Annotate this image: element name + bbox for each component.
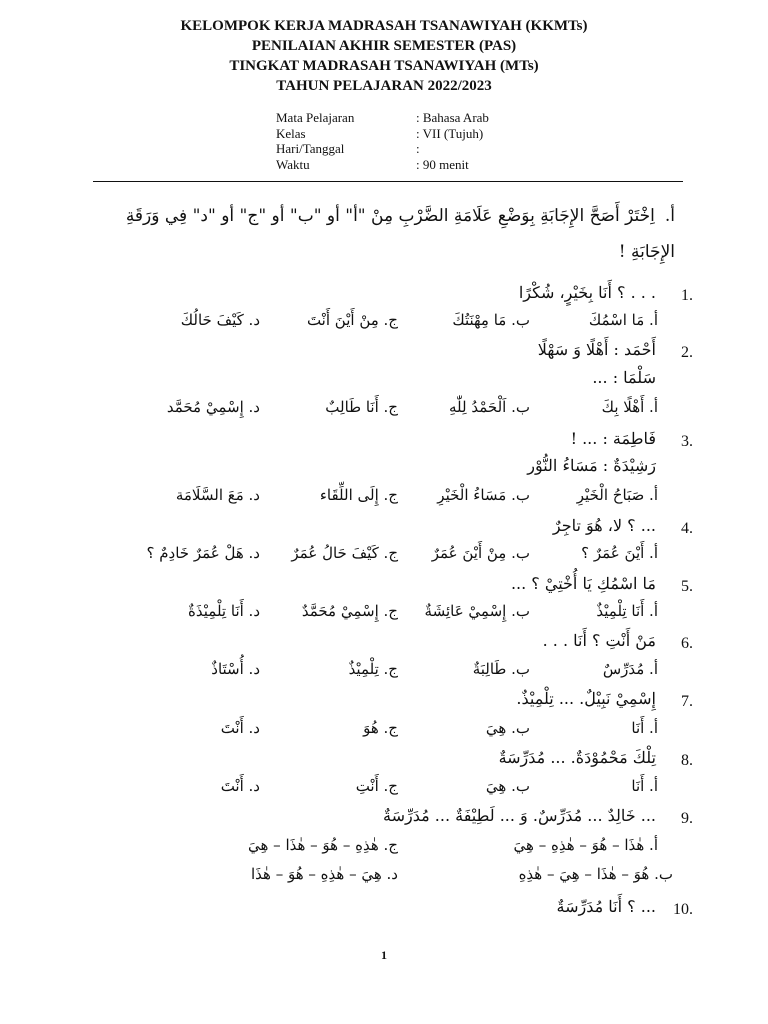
question-text: إِسْمِيْ نَبِيْلٌ. ... تِلْمِيْذٌ. [516,689,656,708]
option-b[interactable]: ب. مَا مِهْنَتُكَ [452,311,530,329]
header-line-1: KELOMPOK KERJA MADRASAH TSANAWIYAH (KKMTs) [180,18,588,34]
question-number: 4. [681,520,693,537]
option-b[interactable]: ب. طَالِبَةٌ [472,660,530,678]
option-d[interactable]: د. مَعَ السَّلَامَة [175,486,260,504]
option-d[interactable]: د. أَنَا تِلْمِيْذَةٌ [188,602,260,620]
option-c[interactable]: ج. كَيْفَ حَالُ عُمَرٌ [291,544,398,562]
option-c[interactable]: ج. أَنْتِ [355,777,398,795]
info-row-time [276,157,536,173]
option-a[interactable]: أ. أَيْنَ عُمَرٌ ؟ [581,544,658,562]
info-label: Hari/Tanggal [276,141,345,156]
info-row-subject [276,110,536,126]
option-d[interactable]: د. إِسْمِيْ مُحَمَّد [166,398,260,416]
question-text: . . . ؟ أَنَا بِخَيْرٍ، شُكْرًا [518,283,656,302]
option-b[interactable]: ب. هِيَ [485,777,530,795]
info-label: Waktu [276,156,310,172]
option-c[interactable]: ج. تِلْمِيْذٌ [348,660,398,678]
question-3 [0,429,768,455]
option-d[interactable]: د. هِيَ – هٰذِهِ – هُوَ – هٰذَا [251,865,398,883]
header-line-2: PENILAIAN AKHIR SEMESTER (PAS) [251,38,517,54]
question-number: 7. [681,693,693,710]
question-7 [0,689,768,715]
question-8 [0,748,768,774]
question-text: مَا اسْمُكِ يَا أُخْتِيْ ؟ ... [510,574,656,593]
info-value: : Bahasa Arab [416,110,489,125]
question-10 [0,897,768,923]
option-b[interactable]: ب. اَلْحَمْدُ لِلّٰهِ [449,398,530,416]
question-4 [0,516,768,542]
option-a[interactable]: أ. صَبَاحُ الْخَيْرِ [576,486,658,504]
question-1 [0,283,768,309]
question-text: تِلْكَ مَحْمُوْدَةٌ. ... مُدَرِّسَةٌ [498,748,656,767]
header-divider [93,181,683,182]
question-text: ... ؟ أَنَا مُدَرِّسَةٌ [556,897,656,916]
instruction-letter: أ. [664,206,675,226]
question-number: 9. [681,810,693,827]
info-row-date [276,141,536,157]
info-value: : VII (Tujuh) [416,125,484,141]
info-value: : [416,141,420,156]
option-c[interactable]: ج. إِلَى اللِّقَاء [319,486,398,504]
instruction-line-2: الإِجَابَةِ ! [618,242,675,262]
question-text: رَشِيْدَةٌ : مَسَاءُ النُّوْر [527,456,656,475]
question-6 [0,631,768,657]
question-number: 10. [673,901,693,918]
question-2 [0,340,768,366]
option-b[interactable]: ب. مِنْ أَيْنَ عُمَرٌ [431,544,530,562]
option-a[interactable]: أ. هٰذَا – هُوَ – هٰذِهِ – هِيَ [513,836,658,854]
document-header [0,16,768,96]
question-number: 3. [681,433,693,450]
option-d[interactable]: د. أَنْتَ [220,719,260,737]
option-c[interactable]: ج. هُوَ [363,719,398,737]
option-a[interactable]: أ. أَنَا [631,777,658,795]
option-b[interactable]: ب. مَسَاءُ الْخَيْرِ [437,486,530,504]
question-text: أَحْمَد : أَهْلًا وَ سَهْلًا [537,340,656,359]
question-text: سَلْمَا : ... [592,368,656,387]
instruction [95,198,675,270]
question-number: 8. [681,752,693,769]
option-a[interactable]: أ. مُدَرِّسٌ [602,660,658,678]
option-d[interactable]: د. هَلْ عُمَرٌ خَادِمٌ ؟ [146,544,260,562]
option-c[interactable]: ج. هٰذِهِ – هُوَ – هٰذَا – هِيَ [248,836,398,854]
option-c[interactable]: ج. أَنَا طَالِبٌ [325,398,398,416]
header-line-4: TAHUN PELAJARAN 2022/2023 [276,78,492,94]
info-label: Mata Pelajaran [276,110,355,125]
exam-info [276,110,536,172]
option-b[interactable]: ب. إِسْمِيْ عَائِشَةٌ [424,602,530,620]
header-line-3: TINGKAT MADRASAH TSANAWIYAH (MTs) [229,58,539,74]
option-a[interactable]: أ. أَهْلًا بِكَ [601,398,658,416]
option-b[interactable]: ب. هِيَ [485,719,530,737]
option-d[interactable]: د. أُسْتَاذٌ [211,660,260,678]
question-text: ... ؟ لا، هُوَ تاجِرٌ [552,516,656,535]
option-b[interactable]: ب. هُوَ – هٰذَا – هِيَ – هٰذِهِ [518,865,673,883]
option-c[interactable]: ج. إِسْمِيْ مُحَمَّدٌ [301,602,398,620]
question-number: 2. [681,344,693,361]
question-text: ... خَالِدٌ ... مُدَرِّسٌ. وَ ... لَطِيْفَةٌ ... مُدَرِّسَةٌ [383,806,656,825]
question-text: فَاطِمَة : ... ! [570,429,656,448]
option-d[interactable]: د. كَيْفَ حَالُكَ [180,311,260,329]
option-a[interactable]: أ. أَنَا [631,719,658,737]
page-number: 1 [381,948,387,962]
option-a[interactable]: أ. مَا اسْمُكَ [588,311,658,329]
question-text: مَنْ أَنْتِ ؟ أَنَا . . . [542,631,656,650]
option-c[interactable]: ج. مِنْ أَيْنَ أَنْتَ [306,311,398,329]
question-9 [0,806,768,832]
question-number: 5. [681,578,693,595]
question-number: 6. [681,635,693,652]
info-row-class [276,126,536,142]
info-value: : 90 menit [416,156,469,172]
instruction-line-1: اِخْتَرْ أَصَحَّ الإِجَابَةِ بِوَضْعِ عَلَامَةِ الضَّرْبِ مِنْ "أ" أو "ب" أو "ج" أو "د" فِي وَرَقَةِ [125,206,655,226]
question-number: 1. [681,287,693,304]
info-label: Kelas [276,125,306,141]
option-d[interactable]: د. أَنْتَ [220,777,260,795]
option-a[interactable]: أ. أَنَا تِلْمِيْذٌ [596,602,658,620]
question-5 [0,574,768,600]
